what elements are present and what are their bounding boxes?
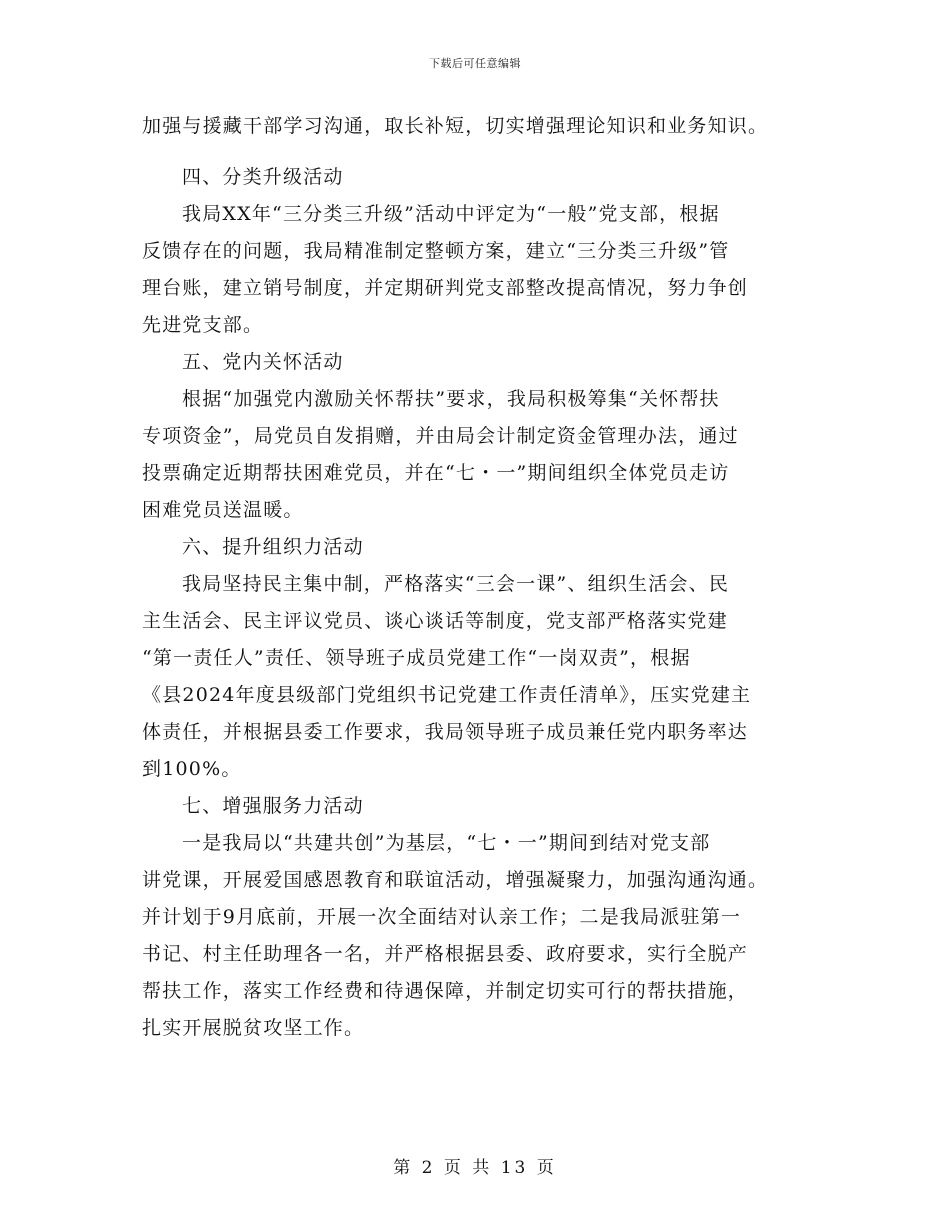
body-text-line: 主生活会、民主评议党员、谈心谈话等制度，党支部严格落实党建 — [142, 610, 728, 632]
body-text-line: 帮扶工作，落实工作经费和待遇保障，并制定切实可行的帮扶措施， — [142, 980, 749, 1002]
section-heading-service: 七、增强服务力活动 — [182, 795, 364, 817]
body-text-line: 并计划于9月底前，开展一次全面结对认亲工作；二是我局派驻第一 — [142, 906, 742, 928]
body-text-line: 加强与援藏干部学习沟通，取长补短，切实增强理论知识和业务知识。 — [142, 115, 769, 137]
section-heading-organization: 六、提升组织力活动 — [182, 536, 364, 558]
body-text-line: 到100%。 — [142, 758, 242, 780]
body-text-line: 投票确定近期帮扶困难党员，并在“七・一”期间组织全体党员走访 — [142, 462, 730, 484]
section-heading-care: 五、党内关怀活动 — [182, 351, 344, 373]
body-text-line: 讲党课，开展爱国感恩教育和联谊活动，增强凝聚力，加强沟通沟通。 — [142, 869, 769, 891]
body-text-line: 体责任，并根据县委工作要求，我局领导班子成员兼任党内职务率达 — [142, 721, 749, 743]
body-text-line: 扎实开展脱贫攻坚工作。 — [142, 1017, 365, 1039]
page-number-footer: 第 2 页 共 13 页 — [393, 1158, 557, 1178]
body-text-line: 专项资金”，局党员自发捐赠，并由局会计制定资金管理办法，通过 — [142, 425, 739, 447]
body-text-line: 反馈存在的问题，我局精准制定整顿方案，建立“三分类三升级”管 — [142, 240, 730, 262]
body-text-line: 先进党支部。 — [142, 314, 264, 336]
section-heading-classification: 四、分类升级活动 — [182, 166, 344, 188]
paragraph-first-line: 一是我局以“共建共创”为基层，“七・一”期间到结对党支部 — [182, 832, 711, 854]
body-text-line: 困难党员送温暖。 — [142, 499, 304, 521]
body-text-line: “第一责任人”责任、领导班子成员党建工作“一岗双责”，根据 — [142, 647, 691, 669]
body-text-line: 《县2024年度县级部门党组织书记党建工作责任清单》，压实党建主 — [142, 684, 752, 706]
body-text-line: 书记、村主任助理各一名，并严格根据县委、政府要求，实行全脱产 — [142, 943, 749, 965]
paragraph-first-line: 根据“加强党内激励关怀帮扶”要求，我局积极筹集“关怀帮扶 — [182, 388, 720, 410]
paragraph-first-line: 我局坚持民主集中制，严格落实“三会一课”、组织生活会、民 — [182, 573, 730, 595]
page-header-watermark: 下载后可任意编辑 — [429, 57, 521, 70]
body-text-line: 理台账，建立销号制度，并定期研判党支部整改提高情况，努力争创 — [142, 277, 749, 299]
document-body — [142, 108, 808, 1047]
paragraph-first-line: 我局XX年“三分类三升级”活动中评定为“一般”党支部，根据 — [182, 203, 720, 225]
